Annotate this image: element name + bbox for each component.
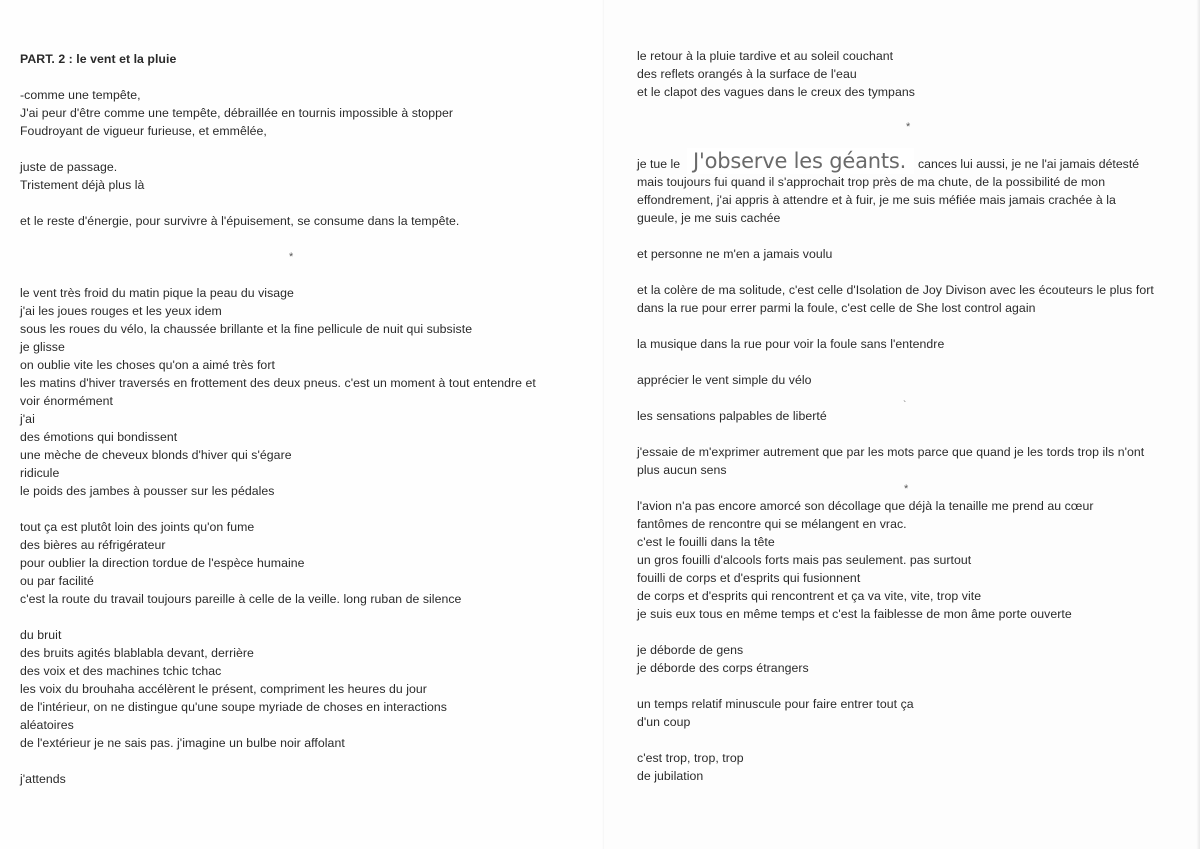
poem-line: plus aucun sens <box>637 463 727 477</box>
poem-line: je suis eux tous en même temps et c'est la faiblesse de mon âme porte ouverte <box>637 607 1072 621</box>
poem-line: la musique dans la rue pour voir la foule sans l'entendre <box>637 337 945 351</box>
poem-line: un gros fouilli d'alcools forts mais pas seulement. pas surtout <box>637 553 972 567</box>
poem-line: ridicule <box>20 466 60 480</box>
poem-line: le poids des jambes à pousser sur les pédales <box>20 484 275 498</box>
poem-line: je glisse <box>20 340 65 354</box>
poem-line: c'est trop, trop, trop <box>637 751 744 765</box>
poem-line: de l'extérieur je ne sais pas. j'imagine un bulbe noir affolant <box>20 736 345 750</box>
poem-line: les sensations palpables de liberté <box>637 409 827 423</box>
poem-line-fragment: cances lui aussi, je ne l'ai jamais détesté <box>918 157 1140 171</box>
poem-line: je déborde de gens <box>637 643 744 657</box>
poem-line: aléatoires <box>20 718 74 732</box>
poem-line: les voix du brouhaha accélèrent le présent, compriment les heures du jour <box>20 682 427 696</box>
poem-line: -comme une tempête, <box>20 88 141 102</box>
poem-line: juste de passage. <box>20 160 118 174</box>
poem-line: le retour à la pluie tardive et au soleil couchant <box>637 49 894 63</box>
poem-line: effondrement, j'ai appris à attendre et à fuir, je me suis méfiée mais jamais crachée à la <box>637 193 1116 207</box>
page-edge-shadow <box>1196 0 1200 849</box>
poem-line: on oublie vite les choses qu'on a aimé très fort <box>20 358 275 372</box>
poem-line: fantômes de rencontre qui se mélangent en vrac. <box>637 517 907 531</box>
section-separator: * <box>904 483 909 495</box>
poem-line: et le clapot des vagues dans le creux des tympans <box>637 85 915 99</box>
poem-line: de corps et d'esprits qui rencontrent et ça va vite, vite, trop vite <box>637 589 982 603</box>
poem-line: du bruit <box>20 628 62 642</box>
paper-speck: ` <box>903 400 907 411</box>
poem-line: de l'intérieur, on ne distingue qu'une soupe myriade de choses en interactions <box>20 700 447 714</box>
poem-line: fouilli de corps et d'esprits qui fusionnent <box>637 571 861 585</box>
poem-line: tout ça est plutôt loin des joints qu'on fume <box>20 520 255 534</box>
poem-line: j'attends <box>20 772 66 786</box>
poem-line: et personne ne m'en a jamais voulu <box>637 247 833 261</box>
poem-line: l'avion n'a pas encore amorcé son décollage que déjà la tenaille me prend au cœur <box>637 499 1094 513</box>
poem-line: le vent très froid du matin pique la peau du visage <box>20 286 294 300</box>
poem-line: mais toujours fui quand il s'approchait trop près de ma chute, de la possibilité de mon <box>637 175 1106 189</box>
poem-line: de jubilation <box>637 769 704 783</box>
poem-line: des bruits agités blablabla devant, derrière <box>20 646 254 660</box>
poem-line: des bières au réfrigérateur <box>20 538 166 552</box>
poem-line: des voix et des machines tchic tchac <box>20 664 222 678</box>
poem-line: pour oublier la direction tordue de l'espèce humaine <box>20 556 305 570</box>
poem-line: j'ai les joues rouges et les yeux idem <box>20 304 222 318</box>
part-title: PART. 2 : le vent et la pluie <box>20 52 177 66</box>
poem-line: une mèche de cheveux blonds d'hiver qui s'égare <box>20 448 292 462</box>
poem-line: c'est la route du travail toujours pareille à celle de la veille. long ruban de silence <box>20 592 462 606</box>
poem-line: les matins d'hiver traversés en frottement des deux pneus. c'est un moment à tout entendre et <box>20 376 536 390</box>
poem-line: d'un coup <box>637 715 691 729</box>
pasted-overlay-text: J'observe les géants. <box>687 148 914 174</box>
poem-line: dans la rue pour errer parmi la foule, c'est celle de She lost control again <box>637 301 1036 315</box>
poem-line: Tristement déjà plus là <box>20 178 145 192</box>
poem-line: Foudroyant de vigueur furieuse, et emmêlée, <box>20 124 267 138</box>
poem-line: ou par facilité <box>20 574 94 588</box>
poem-line: des reflets orangés à la surface de l'eau <box>637 67 857 81</box>
poem-line: et le reste d'énergie, pour survivre à l'épuisement, se consume dans la tempête. <box>20 214 460 228</box>
poem-line: apprécier le vent simple du vélo <box>637 373 812 387</box>
poem-line: un temps relatif minuscule pour faire entrer tout ça <box>637 697 914 711</box>
poem-line: j'essaie de m'exprimer autrement que par les mots parce que quand je les tords trop ils n'ont <box>637 445 1145 459</box>
poem-line: gueule, je me suis cachée <box>637 211 781 225</box>
poem-line: c'est le fouilli dans la tête <box>637 535 775 549</box>
poem-line: et la colère de ma solitude, c'est celle d'Isolation de Joy Divison avec les écouteurs le plus fort <box>637 283 1154 297</box>
poem-line: sous les roues du vélo, la chaussée brillante et la fine pellicule de nuit qui subsiste <box>20 322 473 336</box>
poem-line: je déborde des corps étrangers <box>637 661 809 675</box>
section-separator: * <box>289 251 294 263</box>
poem-line: j'ai <box>20 412 35 426</box>
poem-line-fragment: je tue le <box>637 157 681 171</box>
poem-line: des émotions qui bondissent <box>20 430 178 444</box>
section-separator: * <box>906 121 911 133</box>
poem-line: J'ai peur d'être comme une tempête, débraillée en tournis impossible à stopper <box>20 106 454 120</box>
poem-line: voir énormément <box>20 394 114 408</box>
